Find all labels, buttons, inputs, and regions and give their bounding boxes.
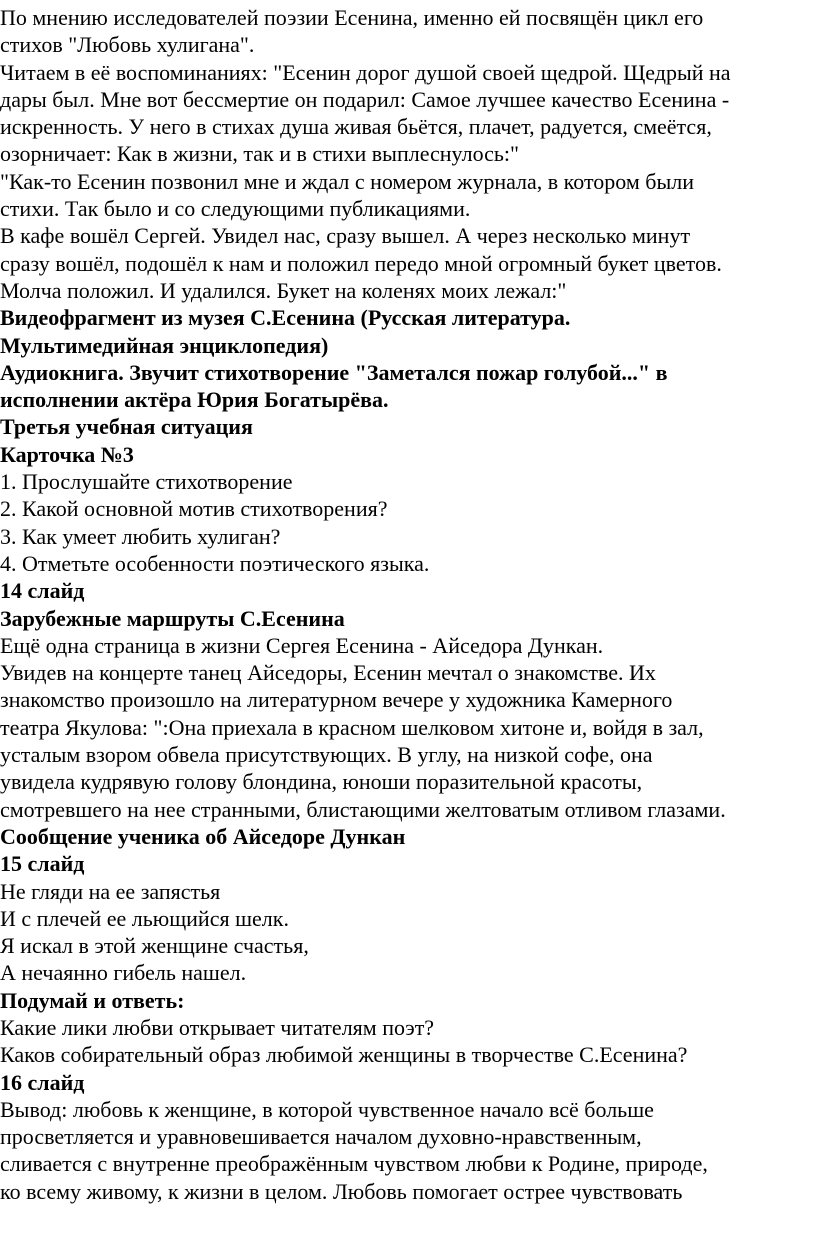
section-heading: Подумай и ответь: bbox=[0, 987, 185, 1013]
poem-line: Я искал в этой женщине счастья, bbox=[0, 933, 309, 959]
text-line: театра Якулова: ":Она приехала в красном шелковом хитоне и, войдя в зал, bbox=[0, 714, 704, 740]
text-line: Увидев на концерте танец Айседоры, Есенин мечтал о знакомстве. Их bbox=[0, 660, 656, 686]
bold-heading-line: Мультимедийная энциклопедия) bbox=[0, 332, 329, 358]
list-item: 4. Отметьте особенности поэтического языка. bbox=[0, 550, 430, 576]
text-line: По мнению исследователей поэзии Есенина, именно ей посвящён цикл его bbox=[0, 5, 704, 30]
text-line: смотревшего на нее странными, блистающими желтоватым отливом глазами. bbox=[0, 796, 726, 822]
text-line: дары был. Мне вот бессмертие он подарил: Самое лучшее качество Есенина - bbox=[0, 86, 730, 112]
text-line: Вывод: любовь к женщине, в которой чувственное начало всё больше bbox=[0, 1096, 654, 1122]
text-line: сливается с внутренне преображённым чувством любви к Родине, природе, bbox=[0, 1151, 708, 1177]
poem-line: Не гляди на ее запястья bbox=[0, 878, 221, 904]
text-line: "Как-то Есенин позвонил мне и ждал с номером журнала, в котором были bbox=[0, 168, 695, 194]
section-heading: Третья учебная ситуация bbox=[0, 414, 253, 440]
list-item: 1. Прослушайте стихотворение bbox=[0, 469, 293, 495]
slide-heading: 16 слайд bbox=[0, 1069, 85, 1095]
text-line: Ещё одна страница в жизни Сергея Есенина - Айседора Дункан. bbox=[0, 632, 604, 658]
card-heading: Карточка №3 bbox=[0, 441, 134, 467]
slide-heading: 14 слайд bbox=[0, 578, 85, 604]
list-item: 3. Как умеет любить хулиган? bbox=[0, 523, 281, 549]
poem-line: А нечаянно гибель нашел. bbox=[0, 960, 247, 986]
slide-heading: 15 слайд bbox=[0, 851, 85, 877]
text-line: Читаем в её воспоминаниях: "Есенин дорог душой своей щедрой. Щедрый на bbox=[0, 59, 731, 85]
poem-line: И с плечей ее льющийся шелк. bbox=[0, 905, 289, 931]
bold-heading-line: Аудиокнига. Звучит стихотворение "Заметался пожар голубой..." в bbox=[0, 359, 668, 385]
bold-heading-line: Видеофрагмент из музея С.Есенина (Русская литература. bbox=[0, 305, 571, 331]
text-line: Молча положил. И удалился. Букет на коленях моих лежал:" bbox=[0, 277, 567, 303]
text-line: стихи. Так было и со следующими публикациями. bbox=[0, 196, 471, 222]
question-line: Какие лики любви открывает читателям поэт? bbox=[0, 1014, 435, 1040]
text-line: В кафе вошёл Сергей. Увидел нас, сразу вышел. А через несколько минут bbox=[0, 223, 691, 249]
section-heading: Зарубежные маршруты С.Есенина bbox=[0, 605, 345, 631]
question-line: Каков собирательный образ любимой женщины в творчестве С.Есенина? bbox=[0, 1042, 688, 1068]
text-line: просветляется и уравновешивается началом духовно-нравственным, bbox=[0, 1124, 642, 1150]
text-line: озорничает: Как в жизни, так и в стихи выплеснулось:" bbox=[0, 141, 520, 167]
bold-heading-line: исполнении актёра Юрия Богатырёва. bbox=[0, 387, 389, 413]
text-line: усталым взором обвела присутствующих. В углу, на низкой софе, она bbox=[0, 742, 653, 768]
text-line: увидела кудрявую голову блондина, юноши поразительной красоты, bbox=[0, 769, 643, 795]
text-line: искренность. У него в стихах душа живая бьётся, плачет, радуется, смеётся, bbox=[0, 114, 712, 140]
section-heading: Сообщение ученика об Айседоре Дункан bbox=[0, 823, 406, 849]
text-line: знакомство произошло на литературном вечере у художника Камерного bbox=[0, 687, 673, 713]
list-item: 2. Какой основной мотив стихотворения? bbox=[0, 496, 388, 522]
text-line: сразу вошёл, подошёл к нам и положил передо мной огромный букет цветов. bbox=[0, 250, 722, 276]
text-line: ко всему живому, к жизни в целом. Любовь помогает острее чувствовать bbox=[0, 1178, 683, 1204]
text-line: стихов "Любовь хулигана". bbox=[0, 32, 255, 58]
